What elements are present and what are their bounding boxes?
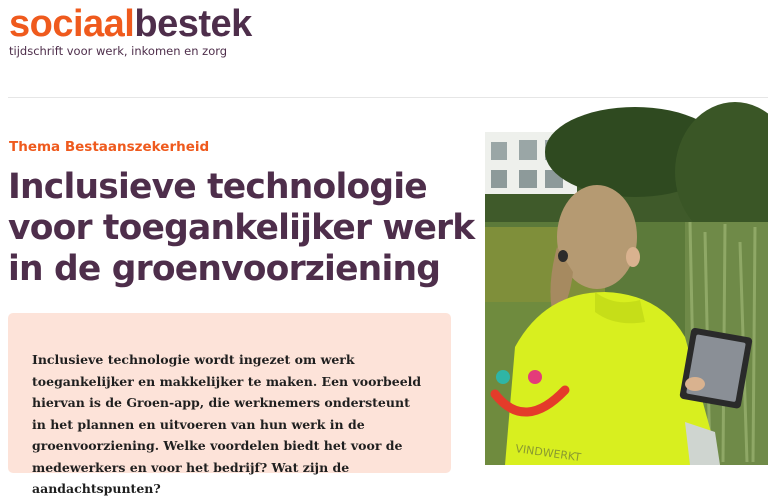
logo-part-sociaal: sociaal: [9, 3, 135, 45]
header-divider: [8, 97, 768, 98]
logo-tagline: tijdschrift voor werk, inkomen en zorg: [9, 44, 228, 58]
article-intro-text: Inclusieve technologie wordt ingezet om werk toegankelijker en makkelijker te maken. Een voorbeeld hiervan is de Groen-app, die werknemers ondersteunt in het plannen en uitvoeren van hun werk in de groenvoorziening. Welke voordelen biedt het voor de medewerkers en voor het bedrijf? Wat zijn de aandachtspunten?: [32, 352, 422, 496]
article-intro-box: [8, 313, 451, 496]
logo-part-bestek: bestek: [134, 3, 252, 45]
logo-wordmark: [9, 4, 252, 44]
site-logo[interactable]: [9, 4, 252, 58]
article-photo: [485, 132, 768, 465]
article-theme-label[interactable]: Thema Bestaanszekerheid: [9, 139, 210, 155]
jacket-print-text: VINDWERKT: [514, 442, 582, 465]
article-title: Inclusieve technologie voor toegankelijker werk in de groenvoorziening: [8, 167, 475, 289]
